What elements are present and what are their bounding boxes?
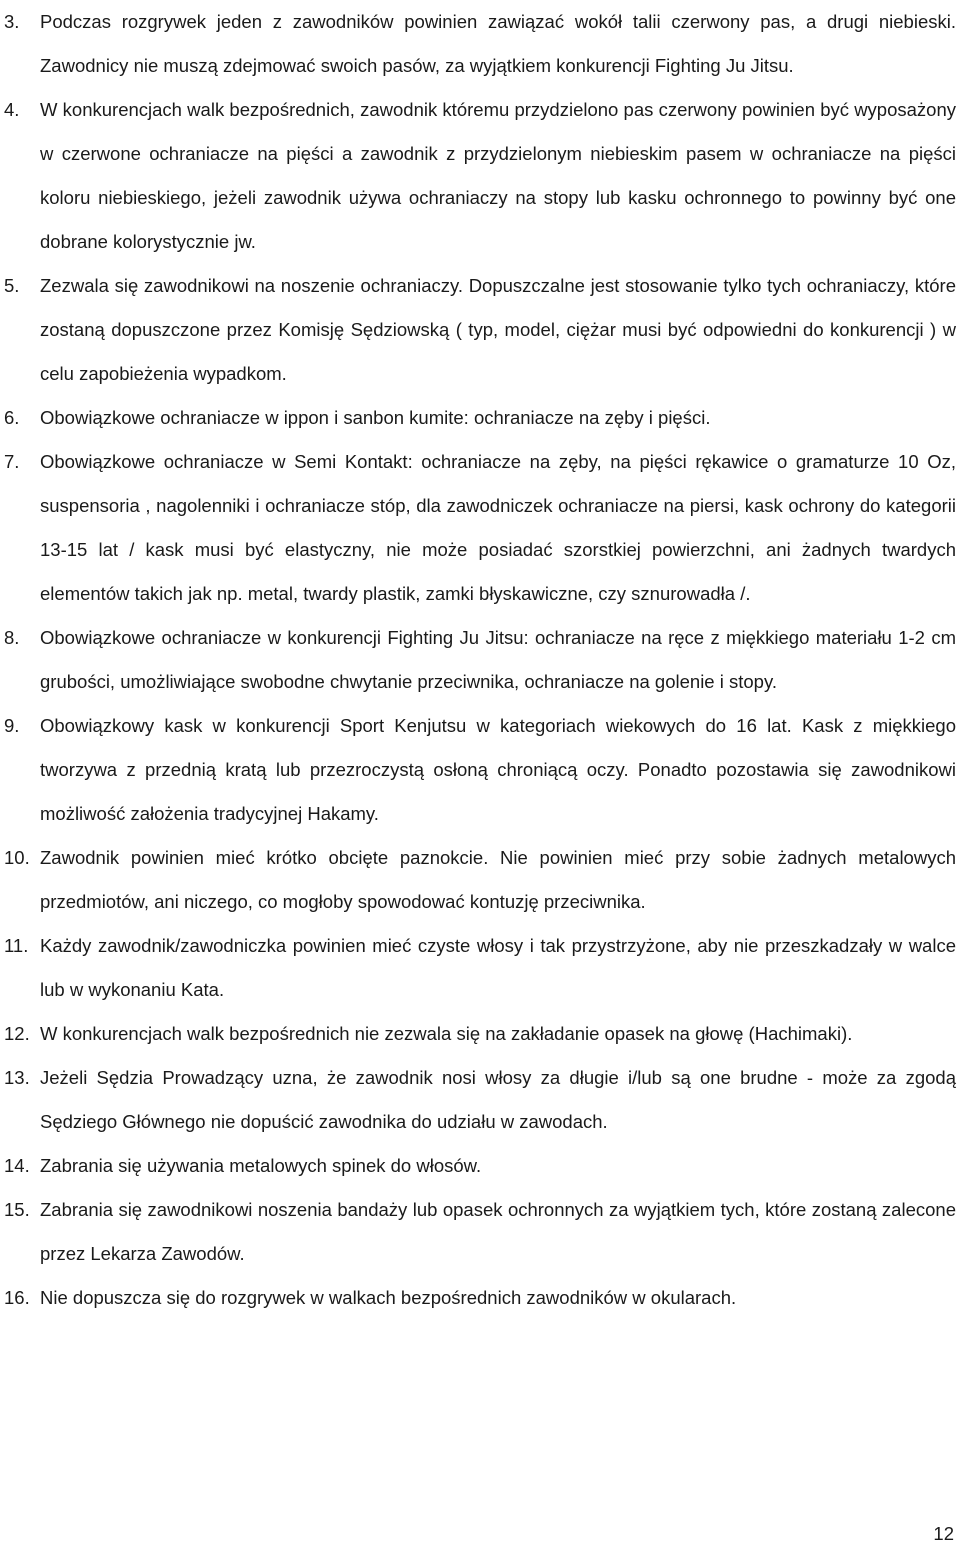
list-item-16 (0, 1276, 960, 1320)
item-number: 16. (4, 1287, 30, 1308)
item-number: 12. (4, 1023, 30, 1044)
list-item-3 (0, 0, 960, 88)
item-text: Każdy zawodnik/zawodniczka powinien mieć czyste włosy i tak przystrzyżone, aby nie przeszkadzały w walce lub w wykonaniu Kata. (40, 935, 956, 1000)
list-item-13 (0, 1056, 960, 1144)
list-item-14 (0, 1144, 960, 1188)
item-text: Obowiązkowe ochraniacze w konkurencji Fighting Ju Jitsu: ochraniacze na ręce z miękkiego materiału 1-2 cm grubości, umożliwiające swobodne chwytanie przeciwnika, ochraniacze na golenie i stopy. (40, 627, 956, 692)
item-number: 7. (4, 451, 20, 472)
item-number: 10. (4, 847, 30, 868)
list-item-5 (0, 264, 960, 396)
item-number: 6. (4, 407, 20, 428)
list-item-6 (0, 396, 960, 440)
item-number: 5. (4, 275, 20, 296)
list-item-10 (0, 836, 960, 924)
item-number: 3. (4, 11, 20, 32)
item-text: Zabrania się używania metalowych spinek do włosów. (40, 1155, 482, 1176)
item-number: 9. (4, 715, 20, 736)
item-text: Zabrania się zawodnikowi noszenia bandaży lub opasek ochronnych za wyjątkiem tych, które zostaną zalecone przez Lekarza Zawodów. (40, 1199, 956, 1264)
item-text: Obowiązkowe ochraniacze w Semi Kontakt: ochraniacze na zęby, na pięści rękawice o gramaturze 10 Oz, suspensoria , nagolenniki i ochraniacze stóp, dla zawodniczek ochraniacze na piersi, kask ochrony do kategorii 13-15 lat / kask musi być elastyczny, nie może posiadać szorstkiej powierzchni, ani żadnych twardych elementów takich jak np. metal, twardy plastik, zamki błyskawiczne, czy sznurowadła /. (40, 451, 956, 604)
list-item-11 (0, 924, 960, 1012)
item-text: Obowiązkowe ochraniacze w ippon i sanbon kumite: ochraniacze na zęby i pięści. (40, 407, 711, 428)
item-text: Jeżeli Sędzia Prowadzący uzna, że zawodnik nosi włosy za długie i/lub są one brudne - może za zgodą Sędziego Głównego nie dopuścić zawodnika do udziału w zawodach. (40, 1067, 956, 1132)
list-item-9 (0, 704, 960, 836)
item-text: W konkurencjach walk bezpośrednich nie zezwala się na zakładanie opasek na głowę (Hachimaki). (40, 1023, 853, 1044)
item-text: Nie dopuszcza się do rozgrywek w walkach bezpośrednich zawodników w okularach. (40, 1287, 737, 1308)
item-text: Podczas rozgrywek jeden z zawodników powinien zawiązać wokół talii czerwony pas, a drugi niebieski. Zawodnicy nie muszą zdejmować swoich pasów, za wyjątkiem konkurencji Fighting Ju Jitsu. (40, 11, 956, 76)
item-number: 13. (4, 1067, 30, 1088)
item-text: W konkurencjach walk bezpośrednich, zawodnik któremu przydzielono pas czerwony powinien być wyposażony w czerwone ochraniacze na pięści a zawodnik z przydzielonym niebieskim pasem w ochraniacze na pięści koloru niebieskiego, jeżeli zawodnik używa ochraniaczy na stopy lub kasku ochronnego to powinny być one dobrane kolorystycznie jw. (40, 99, 956, 252)
item-text: Obowiązkowy kask w konkurencji Sport Kenjutsu w kategoriach wiekowych do 16 lat. Kask z miękkiego tworzywa z przednią kratą lub przezroczystą osłoną chroniącą oczy. Ponadto pozostawia się zawodnikowi możliwość założenia tradycyjnej Hakamy. (40, 715, 956, 824)
list-item-8 (0, 616, 960, 704)
item-text: Zawodnik powinien mieć krótko obcięte paznokcie. Nie powinien mieć przy sobie żadnych metalowych przedmiotów, ani niczego, co mogłoby spowodować kontuzję przeciwnika. (40, 847, 956, 912)
item-number: 11. (4, 935, 29, 956)
list-item-15 (0, 1188, 960, 1276)
item-number: 4. (4, 99, 20, 120)
list-item-12 (0, 1012, 960, 1056)
item-text: Zezwala się zawodnikowi na noszenie ochraniaczy. Dopuszczalne jest stosowanie tylko tych ochraniaczy, które zostaną dopuszczone przez Komisję Sędziowską ( typ, model, ciężar musi być odpowiedni do konkurencji ) w celu zapobieżenia wypadkom. (40, 275, 956, 384)
list-item-4 (0, 88, 960, 264)
item-number: 8. (4, 627, 20, 648)
list-item-7 (0, 440, 960, 616)
item-number: 14. (4, 1155, 30, 1176)
page-number: 12 (933, 1523, 954, 1544)
item-number: 15. (4, 1199, 30, 1220)
